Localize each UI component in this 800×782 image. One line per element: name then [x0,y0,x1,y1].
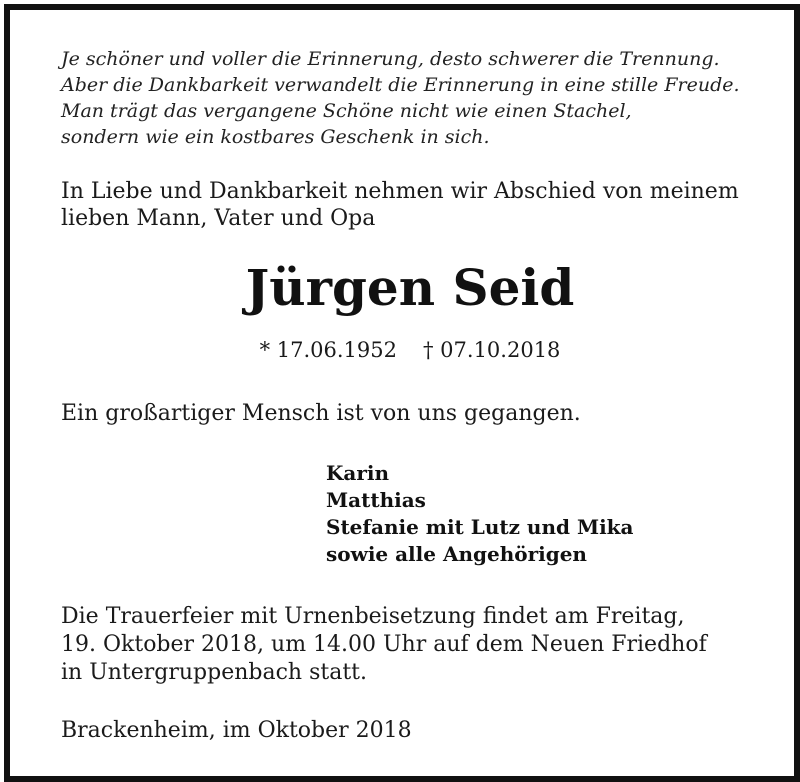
obituary-frame [4,4,800,782]
mourner-name: Karin [326,461,390,485]
funeral-line: Die Trauerfeier mit Urnenbeisetzung findet am Freitag, [61,604,685,629]
poem-line: sondern wie ein kostbares Geschenk in sich. [61,126,490,148]
intro-line: lieben Mann, Vater und Opa [61,206,376,231]
poem-line: Je schöner und voller die Erinnerung, desto schwerer die Trennung. [61,48,720,70]
mourner-name: Matthias [326,488,426,512]
birth-date: * 17.06.1952 [259,338,397,362]
funeral-notice [61,603,707,687]
mourner-name: sowie alle Angehörigen [326,542,587,566]
mourner-name: Stefanie mit Lutz und Mika [326,515,634,539]
death-date: † 07.10.2018 [423,338,561,362]
poem-quote [61,46,740,150]
intro-text [61,178,739,232]
tribute-text: Ein großartiger Mensch ist von uns gegangen. [61,401,581,426]
funeral-line: 19. Oktober 2018, um 14.00 Uhr auf dem Neuen Friedhof [61,632,707,657]
deceased-name: Jürgen Seid [245,258,575,317]
life-dates [10,336,800,364]
intro-line: In Liebe und Dankbarkeit nehmen wir Abschied von meinem [61,179,739,204]
poem-line: Aber die Dankbarkeit verwandelt die Erinnerung in eine stille Freude. [61,74,740,96]
funeral-line: in Untergruppenbach statt. [61,660,368,685]
obituary-content [10,10,794,776]
place-and-date: Brackenheim, im Oktober 2018 [61,718,412,743]
mourners-list [326,460,634,568]
poem-line: Man trägt das vergangene Schöne nicht wie einen Stachel, [61,100,632,122]
